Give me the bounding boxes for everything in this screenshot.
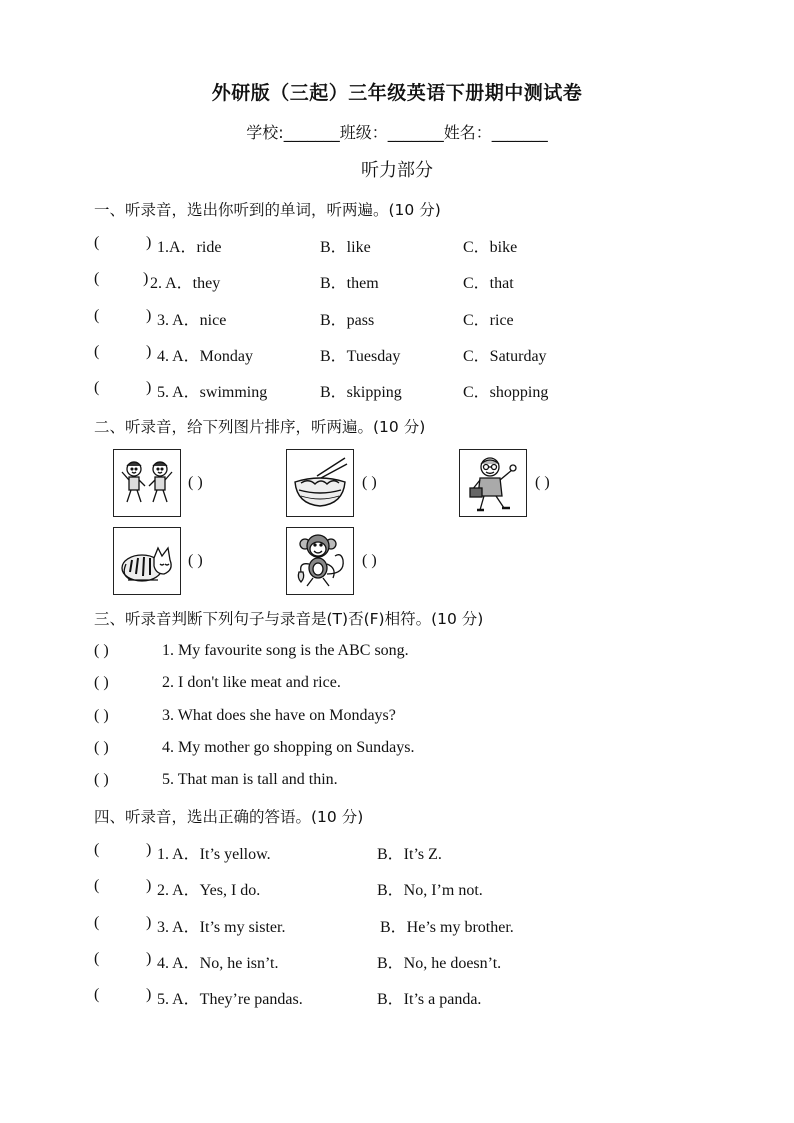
section4-heading: 四、听录音，选出正确的答语。(10 分): [94, 808, 364, 826]
picture-answer-blank: ( ): [362, 474, 377, 491]
judge-answer-blank: ( ): [94, 739, 109, 756]
statement-text: 4. My mother go shopping on Sundays.: [162, 739, 415, 756]
option-a: 1. A．It’s yellow.: [157, 846, 271, 863]
statement-text: 2. I don't like meat and rice.: [162, 674, 341, 691]
option-c: C．rice: [463, 312, 514, 329]
answer-paren-close: ): [146, 914, 152, 931]
section1-heading: 一、听录音，选出你听到的单词，听两遍。(10 分): [94, 201, 441, 219]
answer-paren-open: (: [94, 234, 100, 251]
answer-paren-open: (: [94, 950, 100, 967]
picture-answer-blank: ( ): [188, 474, 203, 491]
answer-paren-close: ): [146, 307, 152, 324]
option-b: B．It’s a panda.: [377, 991, 482, 1008]
twins-icon: [113, 449, 181, 517]
answer-paren-open: (: [94, 877, 100, 894]
option-c: C．Saturday: [463, 348, 547, 365]
picture-answer-blank: ( ): [535, 474, 550, 491]
statement-text: 3. What does she have on Mondays?: [162, 707, 396, 724]
answer-paren-open: (: [94, 270, 100, 287]
picture-answer-blank: ( ): [362, 552, 377, 569]
option-c: C．shopping: [463, 384, 549, 401]
answer-paren-open: (: [94, 914, 100, 931]
judge-answer-blank: ( ): [94, 771, 109, 788]
grandpa-icon: [459, 449, 527, 517]
option-b: B．No, he doesn’t.: [377, 955, 502, 972]
answer-paren-open: (: [94, 841, 100, 858]
answer-paren-close: ): [146, 877, 152, 894]
noodles-icon: [286, 449, 354, 517]
option-c: C．bike: [463, 239, 518, 256]
statement-text: 5. That man is tall and thin.: [162, 771, 338, 788]
picture-answer-blank: ( ): [188, 552, 203, 569]
option-b: B．He’s my brother.: [380, 919, 514, 936]
option-a: 2. A．they: [150, 275, 221, 292]
section-group-title: 听力部分: [361, 160, 433, 181]
answer-paren-open: (: [94, 343, 100, 360]
answer-paren-close: ): [146, 986, 152, 1003]
answer-paren-close: ): [146, 234, 152, 251]
section2-heading: 二、听录音，给下列图片排序，听两遍。(10 分): [94, 418, 426, 436]
option-b: B．It’s Z.: [377, 846, 442, 863]
option-a: 4. A．Monday: [157, 348, 254, 365]
option-a: 2. A．Yes, I do.: [157, 882, 261, 899]
judge-answer-blank: ( ): [94, 642, 109, 659]
option-a: 3. A．nice: [157, 312, 227, 329]
answer-paren-close: ): [146, 343, 152, 360]
option-b: B．pass: [320, 312, 375, 329]
option-b: B．them: [320, 275, 379, 292]
answer-paren-close: ): [146, 379, 152, 396]
option-a: 3. A．It’s my sister.: [157, 919, 286, 936]
answer-paren-close: ): [143, 270, 149, 287]
monkey-icon: [286, 527, 354, 595]
option-b: B．skipping: [320, 384, 402, 401]
answer-paren-close: ): [146, 841, 152, 858]
statement-text: 1. My favourite song is the ABC song.: [162, 642, 409, 659]
option-a: 5. A．swimming: [157, 384, 268, 401]
student-info-line: 学校:_______班级：_______姓名：_______: [246, 123, 548, 142]
answer-paren-close: ): [146, 950, 152, 967]
option-b: B．like: [320, 239, 371, 256]
page-title: 外研版（三起）三年级英语下册期中测试卷: [211, 82, 583, 104]
option-a: 5. A．They’re pandas.: [157, 991, 303, 1008]
option-b: B．No, I’m not.: [377, 882, 483, 899]
judge-answer-blank: ( ): [94, 674, 109, 691]
option-a: 1.A．ride: [157, 239, 222, 256]
answer-paren-open: (: [94, 986, 100, 1003]
section3-heading: 三、听录音判断下列句子与录音是(T)否(F)相符。(10 分): [94, 610, 484, 628]
judge-answer-blank: ( ): [94, 707, 109, 724]
answer-paren-open: (: [94, 379, 100, 396]
answer-paren-open: (: [94, 307, 100, 324]
option-b: B．Tuesday: [320, 348, 401, 365]
option-c: C．that: [463, 275, 514, 292]
option-a: 4. A．No, he isn’t.: [157, 955, 279, 972]
cat-icon: [113, 527, 181, 595]
